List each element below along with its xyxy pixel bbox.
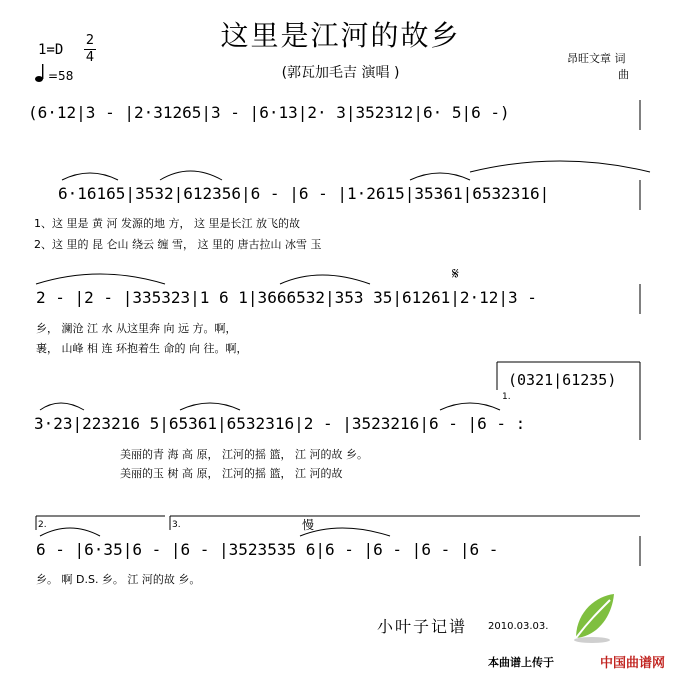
score-row-1: (6·12|3 - |2·31265|3 - |6·13|2· 3|352312|6· 5|6 -) [28, 103, 510, 122]
meter-top: 2 [85, 33, 95, 48]
slow-marking: 慢 [302, 518, 315, 532]
segno-sign: 𝄋 [452, 264, 459, 283]
lyric-row-5: 乡。 啊 D.S. 乡。 江 河的故 乡。 [36, 573, 201, 586]
green-leaf-logo-icon [570, 592, 618, 644]
score-row-3: 2 - |2 - |335323|1 6 1|3666532|353 35|61261|2·12|3 - [36, 288, 537, 307]
lyric-row-2-verse-2: 2、这 里的 昆 仑山 绕云 缠 雪， 这 里的 唐古拉山 冰雪 玉 [34, 238, 322, 251]
song-title: 这里是江河的故乡 [220, 19, 461, 52]
ending-three-marker: 3. [172, 520, 181, 530]
lyric-row-4-verse-1: 美丽的青 海 高 原， 江河的摇 篮， 江 河的故 乡。 [120, 448, 368, 461]
credit-music: 曲 [618, 68, 629, 81]
upload-caption: 本曲谱上传于 [488, 656, 554, 669]
score-row-5: 6 - |6·35|6 - |6 - |3523535 6|6 - |6 - |6 - |6 - [36, 540, 499, 559]
performer-subtitle: (郭瓦加毛吉 演唱 ) [281, 65, 400, 81]
prelude-phrase: (0321|61235) [508, 371, 617, 389]
score-row-4: 3·23|223216 5|65361|6532316|2 - |3523216|6 - |6 - : [34, 414, 526, 433]
lyric-row-3-verse-2: 裹， 山峰 相 连 环抱着生 命的 向 往。啊， [36, 342, 248, 355]
lyric-row-4-verse-2: 美丽的玉 树 高 原， 江河的摇 篮， 江 河的故 [120, 467, 343, 480]
ending-one-marker: 1. [502, 392, 511, 402]
transcriber-signature: 小叶子记谱 [377, 617, 468, 636]
ending-two-marker: 2. [38, 520, 47, 530]
credit-lyrics: 昂旺文章 词 [567, 52, 626, 65]
tempo-value: =58 [48, 69, 74, 83]
transcription-date: 2010.03.03. [488, 621, 549, 632]
lyric-row-2-verse-1: 1、这 里是 黄 河 发源的地 方， 这 里是长江 放飞的故 [34, 217, 300, 230]
key-signature: 1=D [38, 42, 64, 58]
score-row-2: 6·16165|3532|612356|6 - |6 - |1·2615|35361|6532316| [58, 184, 550, 203]
meter-bottom: 4 [85, 50, 95, 65]
lyric-row-3-verse-1: 乡， 澜沧 江 水 从这里奔 向 远 方。啊， [36, 322, 237, 335]
site-brand-link[interactable]: 中国曲谱网 [600, 656, 666, 671]
